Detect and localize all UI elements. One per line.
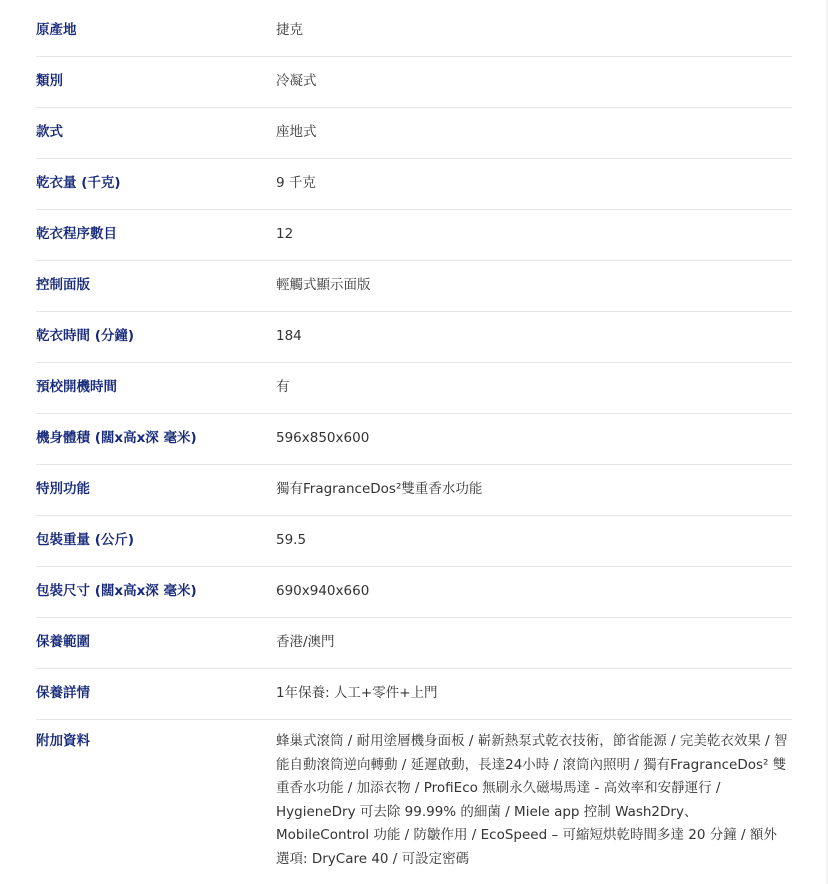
spec-label: 原產地 — [36, 22, 77, 39]
spec-row-package-dimensions — [36, 567, 792, 618]
spec-row-programs — [36, 210, 792, 261]
spec-label: 保養詳情 — [36, 685, 90, 702]
spec-value: 座地式 — [276, 124, 317, 141]
spec-label: 類別 — [36, 73, 63, 90]
spec-table — [36, 6, 792, 871]
spec-value: 輕觸式顯示面版 — [276, 277, 371, 294]
spec-value: 香港/澳門 — [276, 634, 335, 651]
spec-row-origin — [36, 6, 792, 57]
spec-row-style — [36, 108, 792, 159]
spec-row-warranty-details — [36, 669, 792, 720]
spec-value: 9 千克 — [276, 175, 316, 192]
spec-value: 冷凝式 — [276, 73, 317, 90]
spec-row-delay-start — [36, 363, 792, 414]
spec-row-additional-info — [36, 720, 792, 871]
spec-label: 附加資料 — [36, 733, 90, 749]
spec-row-drying-time — [36, 312, 792, 363]
spec-value: 59.5 — [276, 532, 307, 549]
spec-value: 捷克 — [276, 22, 303, 39]
spec-label: 保養範圍 — [36, 634, 90, 651]
spec-row-special-features — [36, 465, 792, 516]
spec-value: 184 — [276, 328, 302, 345]
spec-label: 控制面版 — [36, 277, 90, 294]
spec-row-capacity — [36, 159, 792, 210]
spec-row-type — [36, 57, 792, 108]
spec-label: 包裝尺寸 (闊x高x深 毫米) — [36, 583, 197, 600]
spec-value: 有 — [276, 379, 290, 396]
spec-value: 12 — [276, 226, 294, 243]
spec-label: 機身體積 (闊x高x深 毫米) — [36, 430, 197, 447]
spec-row-warranty-coverage — [36, 618, 792, 669]
spec-label: 乾衣量 (千克) — [36, 175, 121, 192]
spec-value: 690x940x660 — [276, 583, 370, 600]
spec-label: 特別功能 — [36, 481, 90, 498]
spec-value: 蜂巢式滾筒 / 耐用塗層機身面板 / 嶄新熱泵式乾衣技術，節省能源 / 完美乾衣效果 / 智能自動滾筒逆向轉動 / 延遲啟動，長達24小時 / 滾筒內照明 / 獨有FragranceDos² 雙重香水功能 / 加添衣物 / ProfiEco 無刷永久磁場馬達 - 高效率和安靜運行 / HygieneDry 可去除 99.99% 的細菌 / Miele app 控制 Wash2Dry、MobileControl 功能 / 防皺作用 / EcoSpeed – 可縮短烘乾時間多達 20 分鐘 / 額外選項: DryCare 40 / 可設定密碼 — [276, 733, 788, 867]
spec-label: 乾衣時間 (分鐘) — [36, 328, 135, 345]
spec-value: 1年保養: 人工+零件+上門 — [276, 685, 438, 702]
spec-label: 乾衣程序數目 — [36, 226, 117, 243]
spec-value: 596x850x600 — [276, 430, 370, 447]
spec-row-package-weight — [36, 516, 792, 567]
spec-row-control-panel — [36, 261, 792, 312]
spec-label: 包裝重量 (公斤) — [36, 532, 135, 549]
spec-value: 獨有FragranceDos²雙重香水功能 — [276, 481, 483, 498]
spec-label: 款式 — [36, 124, 63, 141]
spec-label: 預校開機時間 — [36, 379, 117, 396]
spec-row-dimensions — [36, 414, 792, 465]
